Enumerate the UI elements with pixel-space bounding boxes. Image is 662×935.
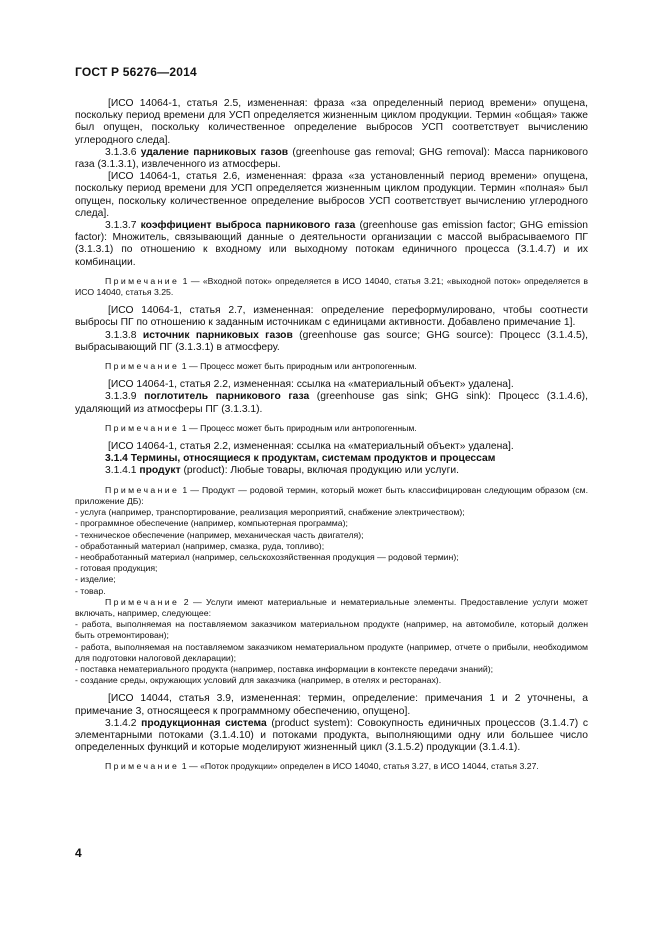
list-item: - программное обеспечение (например, компьютерная программа); <box>75 518 348 529</box>
page-content <box>75 91 588 773</box>
term-number: 3.1.3.6 <box>105 146 137 158</box>
page-header: ГОСТ Р 56276—2014 <box>75 65 197 79</box>
term-name: удаление парниковых газов <box>140 146 289 158</box>
term-name: поглотитель парникового газа <box>144 391 310 403</box>
note-number: 1 <box>181 761 187 772</box>
note-text: — Процесс может быть природным или антропогенным. <box>188 422 417 433</box>
term-definition: (greenhouse gas removal; GHG removal): Масса парникового газа (3.1.3.1), извлеченного из атмосферы. <box>75 146 588 171</box>
reference-paragraph: [ИСО 14064-1, статья 2.7, измененная: определение переформулировано, чтобы соотнести выбросы ПГ по отношению к заданным источникам с единицами активности. Добавлено примечание 1]. <box>75 305 588 329</box>
reference-paragraph: [ИСО 14064-1, статья 2.6, измененная: фраза «за установленный период времени» опущена, поскольку период времени для УСП определяется жизненным циклом продукции. Термин «полная» был опущен, поскольку количественное определение выбросов УСП соответствует вычислению углеродного следа]. <box>75 171 588 219</box>
term-3-1-4-1 <box>75 465 588 477</box>
note <box>75 423 588 434</box>
note-number: 1 <box>182 484 188 495</box>
note-text: — Услуги имеют материальные и нематериальные элементы. Предоставление услуги может включать, например, следующее: <box>75 596 588 618</box>
term-name: продукт <box>139 465 181 477</box>
term-name: коэффициент выброса парникового газа <box>140 220 356 232</box>
note-text: — «Поток продукции» определен в ИСО 14040, статья 3.27, в ИСО 14044, статья 3.27. <box>188 761 539 772</box>
list-item: - поставка нематериального продукта (например, поставка информации в контексте передачи знаний); <box>75 663 494 674</box>
term-name: продукционная система <box>141 717 267 729</box>
reference-paragraph: [ИСО 14064-1, статья 2.2, измененная: ссылка на «материальный объект» удалена]. <box>108 379 514 391</box>
list-item: - необработанный материал (например, сельскохозяйственная продукция — родовой термин); <box>75 551 459 562</box>
term-3-1-3-7 <box>75 220 588 269</box>
reference-paragraph: [ИСО 14064-1, статья 2.5, измененная: фраза «за определенный период времени» опущена, поскольку период времени для УСП определяется жизненным циклом продукции. Термин «общая» также был опущен, поскольку количественное определение выбросов УСП соответствует вычислению углеродного следа]. <box>75 98 588 146</box>
note-number: 2 <box>183 596 189 607</box>
list-item: - обработанный материал (например, смазка, руда, топливо); <box>75 540 325 551</box>
note-text: — Продукт — родовой термин, который может быть классифицирован следующим образом (см. приложение ДБ): <box>75 484 588 506</box>
note-label: Примечание <box>105 361 180 372</box>
term-definition: (greenhouse gas emission factor; GHG emission factor): Множитель, связывающий данные о деятельности организации с массой выбрасываемого ПГ (3.1.3.1) по отношению к входному или выходному потокам единичного процесса (3.1.4.7) и их комбинации. <box>75 220 588 268</box>
term-name: источник парниковых газов <box>142 329 293 341</box>
note-text: — «Входной поток» определяется в ИСО 14040, статья 3.21; «выходной поток» определяется в ИСО 14040, статья 3.25. <box>75 275 589 298</box>
term-number: 3.1.3.8 <box>105 329 137 341</box>
term-number: 3.1.4.1 <box>105 465 137 477</box>
term-definition: (greenhouse gas sink; GHG sink): Процесс (3.1.4.6), удаляющий из атмосферы ПГ (3.1.3.1). <box>75 391 588 415</box>
term-3-1-4-2 <box>75 718 588 755</box>
term-definition: (greenhouse gas source; GHG source): Процесс (3.1.4.5), выбрасывающий ПГ (3.1.3.1) в атмосферу. <box>75 329 588 353</box>
note-label: Примечание <box>105 484 180 495</box>
term-number: 3.1.3.9 <box>105 391 137 403</box>
note-label: Примечание <box>105 275 180 286</box>
term-definition: (product system): Совокупность единичных процессов (3.1.4.7) с элементарными потоками (3.1.4.10) и потоками продукта, выполняющими одну или большее число определенных функций и которые моделируют жизненный цикл (3.1.5.2) продукции (3.1.4.1). <box>75 717 588 754</box>
note-label: Примечание <box>105 761 180 772</box>
note <box>75 485 588 507</box>
reference-paragraph: [ИСО 14064-1, статья 2.2, измененная: ссылка на «материальный объект» удалена]. <box>108 441 514 453</box>
note-label: Примечание <box>105 422 180 433</box>
list-item: - техническое обеспечение (например, механическая часть двигателя); <box>75 529 364 540</box>
list-item: - услуга (например, транспортирование, реализация мероприятий, снабжение электричеством); <box>75 507 465 518</box>
term-3-1-3-6 <box>75 147 588 171</box>
list-item: - товар. <box>75 585 106 596</box>
note-number: 1 <box>181 422 187 433</box>
note <box>75 761 588 772</box>
section-heading: 3.1.4 Термины, относящиеся к продуктам, системам продуктов и процессам <box>105 453 496 465</box>
list-item: - готовая продукция; <box>75 563 158 574</box>
reference-paragraph: [ИСО 14044, статья 3.9, измененная: термин, определение: примечания 1 и 2 уточнены, а примечание 3, относящееся к программному обеспечению, опущено]. <box>75 693 588 717</box>
note <box>75 276 588 298</box>
note-label: Примечание <box>105 596 180 607</box>
note <box>75 361 588 372</box>
term-number: 3.1.3.7 <box>105 220 137 232</box>
list-item: - работа, выполняемая на поставляемом заказчиком материальном продукте (например, на автомобиле, который должен быть отремонтирован); <box>75 619 588 641</box>
term-3-1-3-8 <box>75 330 588 354</box>
list-item: - создание среды, окружающих условий для заказчика (например, в отелях и ресторанах). <box>75 675 442 686</box>
note <box>75 597 588 619</box>
note-number: 1 <box>181 361 187 372</box>
note-text: — Процесс может быть природным или антропогенным. <box>188 361 417 372</box>
note-number: 1 <box>182 275 188 286</box>
term-3-1-3-9 <box>75 391 588 415</box>
term-number: 3.1.4.2 <box>105 717 137 729</box>
list-item: - изделие; <box>75 574 116 585</box>
page-number: 4 <box>75 846 82 860</box>
list-item: - работа, выполняемая на поставляемом заказчиком нематериальном продукте (например, отчете о прибыли, необходимом для подготовки налоговой декларации); <box>75 641 588 663</box>
term-definition: (product): Любые товары, включая продукцию или услуги. <box>183 465 459 477</box>
